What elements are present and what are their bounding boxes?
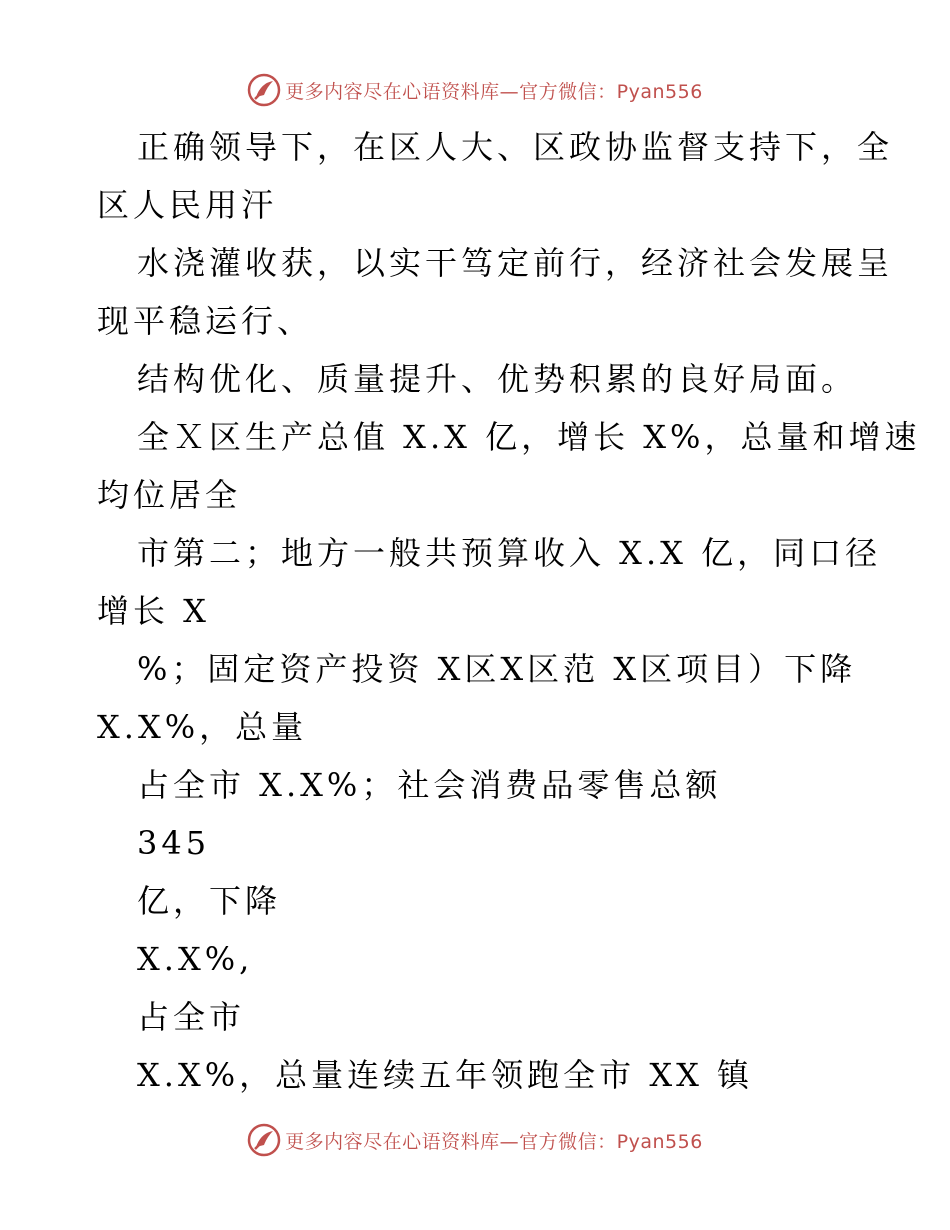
text-line: 占全市 [137, 998, 246, 1036]
banner-wechat: 官方微信：Pyan556 [519, 80, 703, 103]
text-line: 正确领导下，在区人大、区政协监督支持下，全 [137, 128, 894, 166]
text-line: 水浇灌收获，以实干笃定前行，经济社会发展呈 [137, 244, 894, 282]
brand-logo-icon [247, 73, 281, 107]
text-line: X.X%, [137, 940, 254, 978]
footer-banner [0, 1120, 950, 1160]
text-line: 现平稳运行、 [97, 302, 314, 340]
text-line: %；固定资产投资 X区X区范 X区项目）下降 [137, 650, 857, 688]
text-line: X.X%，总量 [97, 708, 308, 746]
text-line: X.X%，总量连续五年领跑全市 XX 镇 [137, 1056, 754, 1094]
header-banner [0, 70, 950, 110]
brand-logo-icon [247, 1123, 281, 1157]
text-line: 345 [137, 824, 211, 862]
document-body [97, 118, 921, 1104]
text-line: 增长 X [97, 592, 210, 630]
text-line: 占全市 X.X%；社会消费品零售总额 [137, 766, 722, 804]
text-line: 市第二；地方一般共预算收入 X.X 亿，同口径 [137, 534, 882, 572]
banner-wechat: 官方微信：Pyan556 [519, 1130, 703, 1153]
text-line: 区人民用汗 [97, 186, 278, 224]
text-line: 亿，下降 [137, 882, 282, 920]
banner-text: 更多内容尽在心语资料库— [285, 80, 520, 103]
text-line: 均位居全 [97, 476, 242, 514]
text-line: 结构优化、质量提升、优势积累的良好局面。 [137, 360, 858, 398]
banner-text: 更多内容尽在心语资料库— [285, 1130, 520, 1153]
text-line: 全Ｘ区生产总值 X.X 亿，增长 X%，总量和增速 [137, 418, 921, 456]
